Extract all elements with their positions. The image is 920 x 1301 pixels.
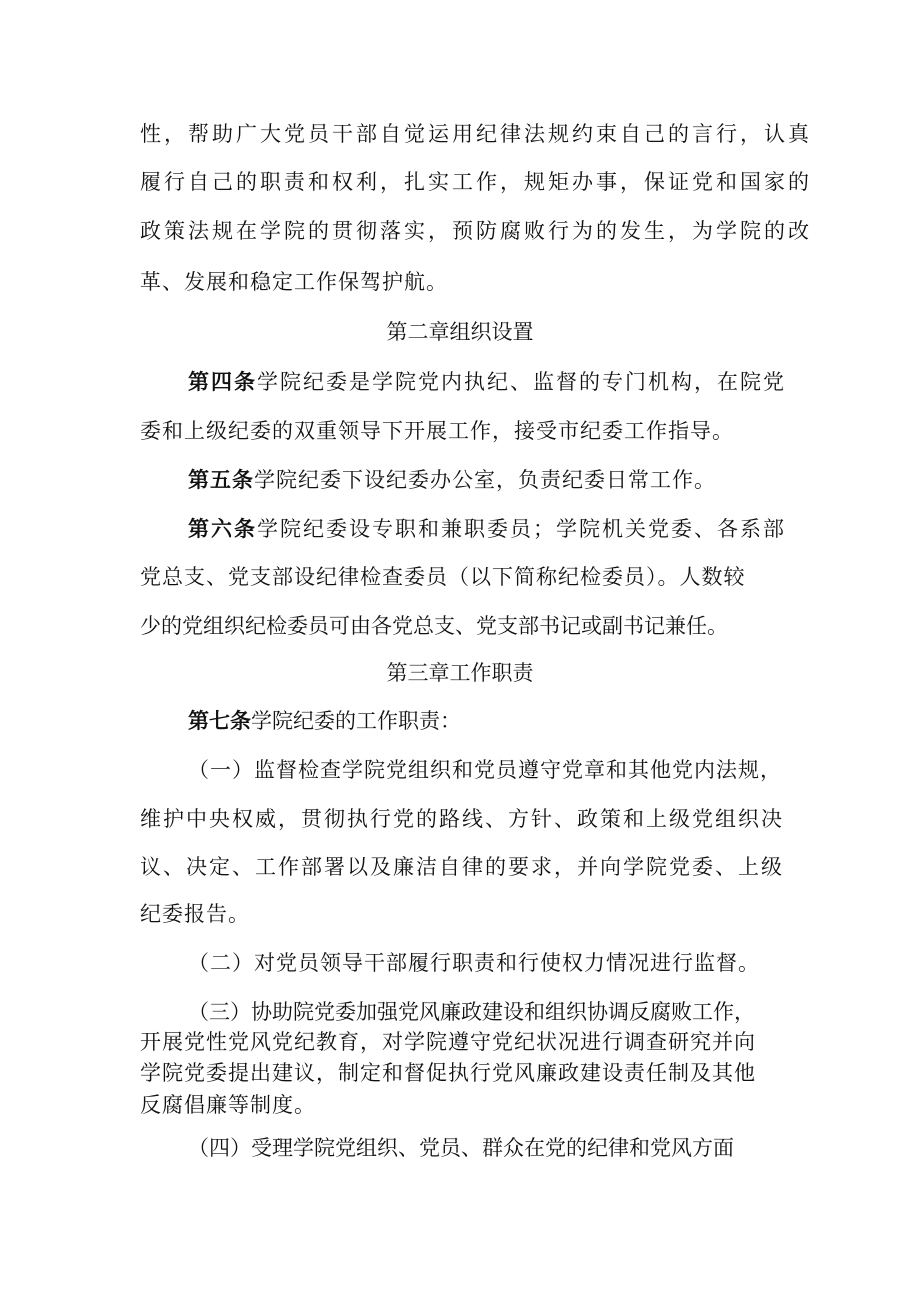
item-1-line-4: 纪委报告。: [140, 902, 250, 926]
article-6-line-1: [0, 509, 920, 549]
item-1-line-3: 议、决定、工作部署以及廉洁自律的要求，并向学院党委、上级: [140, 855, 784, 879]
article-7-line-1: [0, 701, 920, 741]
article-6-text-1: 学院纪委设专职和兼职委员；学院机关党委、各系部: [257, 517, 786, 541]
item-3-line-4: 反腐倡廉等制度。: [140, 1093, 316, 1117]
article-4-line-1: [0, 362, 920, 402]
article-4-label: 第四条: [188, 370, 257, 394]
item-4-line-1: （四）受理学院党组织、党员、群众在党的纪律和党风方面: [188, 1136, 734, 1160]
chapter-3-title: 第三章工作职责: [386, 661, 534, 685]
item-3-line-3: 学院党委提出建议，制定和督促执行党风廉政建设责任制及其他: [140, 1061, 756, 1085]
intro-line-2: 履行自己的职责和权利，扎实工作，规矩办事，保证党和国家的: [140, 170, 812, 194]
article-5-line-1: [0, 460, 920, 500]
item-3-line-2: 开展党性党风党纪教育，对学院遵守党纪状况进行调查研究并向: [140, 1030, 756, 1054]
article-6-line-2: 党总支、党支部设纪律检查委员（以下简称纪检委员）。人数较: [140, 565, 746, 589]
article-4-line-2: 委和上级纪委的双重领导下开展工作，接受市纪委工作指导。: [140, 419, 734, 443]
article-6-line-3: 少的党组织纪检委员可由各党总支、党支部书记或副书记兼任。: [140, 614, 728, 638]
item-3-line-1: （三）协助院党委加强党风廉政建设和组织协调反腐败工作，: [188, 1000, 755, 1024]
article-5-label: 第五条: [188, 468, 254, 492]
article-6-label: 第六条: [188, 517, 257, 541]
intro-line-1: 性，帮助广大党员干部自觉运用纪律法规约束自己的言行，认真: [140, 122, 812, 146]
article-7-label: 第七条: [188, 709, 251, 733]
item-1-line-1: （一）监督检查学院党组织和党员遵守党章和其他党内法规，: [188, 758, 782, 782]
article-5-text-1: 学院纪委下设纪委办公室，负责纪委日常工作。: [254, 468, 716, 492]
item-2-line-1: （二）对党员领导干部履行职责和行使权力情况进行监督。: [188, 951, 760, 975]
intro-line-4: 革、发展和稳定工作保驾护航。: [140, 270, 448, 294]
chapter-2-title: 第二章组织设置: [386, 320, 534, 344]
intro-line-3: 政策法规在学院的贯彻落实，预防腐败行为的发生，为学院的改: [140, 219, 812, 243]
article-7-text-1: 学院纪委的工作职责：: [251, 709, 461, 733]
article-4-text-1: 学院纪委是学院党内执纪、监督的专门机构，在院党: [257, 370, 786, 394]
item-1-line-2: 维护中央权威，贯彻执行党的路线、方针、政策和上级党组织决: [140, 807, 784, 831]
